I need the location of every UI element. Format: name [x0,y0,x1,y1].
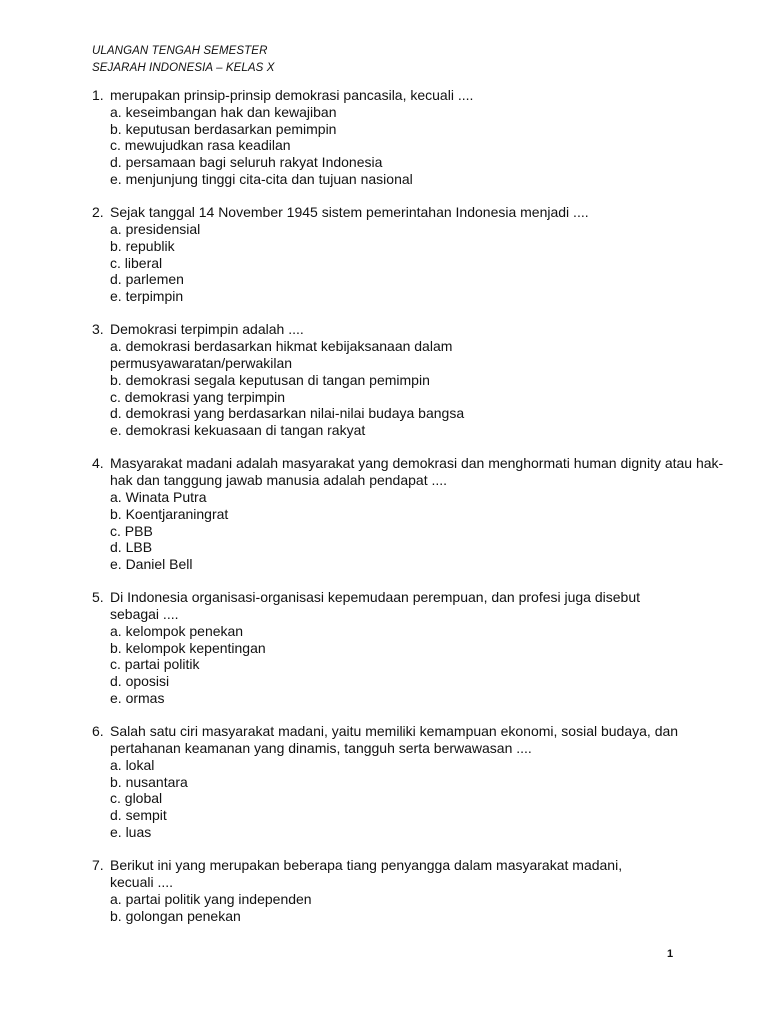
question-body [110,723,732,841]
option-e: e. Daniel Bell [110,556,193,573]
question-number: 1. [92,87,104,103]
page-number: 1 [667,948,674,960]
question-7 [92,857,732,924]
option-d: d. LBB [110,539,153,556]
question-number: 7. [92,857,104,874]
question-2 [92,204,732,305]
question-body [110,455,732,573]
option-a: a. Winata Putra [110,488,207,505]
option-d: d. persamaan bagi seluruh rakyat Indonesia [110,154,383,171]
option-a: a. lokal [110,756,155,773]
option-a: a. keseimbangan hak dan kewajiban [110,103,337,120]
option-e: e. menjunjung tinggi cita-cita dan tujuan nasional [110,170,413,187]
question-text: Berikut ini yang merupakan beberapa tiang penyangga dalam masyarakat madani, kecuali .... [110,857,623,891]
option-a: a. partai politik yang independen [110,890,312,907]
question-text: Demokrasi terpimpin adalah .... [110,321,304,338]
question-body [110,204,732,305]
document-header [92,43,275,77]
option-b: b. Koentjaraningrat [110,505,229,522]
question-text: merupakan prinsip-prinsip demokrasi pancasila, kecuali .... [110,87,474,103]
option-b: b. republik [110,237,175,254]
option-d: d. demokrasi yang berdasarkan nilai-nilai budaya bangsa [110,405,465,422]
header-line-subject: SEJARAH INDONESIA – KELAS X [92,62,275,74]
question-number: 4. [92,455,104,472]
option-e: e. terpimpin [110,288,184,305]
question-body [110,589,732,707]
option-b: b. kelompok kepentingan [110,639,266,656]
question-4 [92,455,732,573]
question-text: Salah satu ciri masyarakat madani, yaitu memiliki kemampuan ekonomi, sosial budaya, dan pertahanan keamanan yang dinamis, tangguh serta berwawasan .... [110,723,679,757]
question-text: Sejak tanggal 14 November 1945 sistem pemerintahan Indonesia menjadi .... [110,204,589,221]
header-line-exam: ULANGAN TENGAH SEMESTER [92,45,268,57]
question-number: 6. [92,723,104,740]
option-d: d. parlemen [110,271,184,288]
option-c: c. global [110,790,163,807]
option-c: c. liberal [110,254,163,271]
option-e: e. demokrasi kekuasaan di tangan rakyat [110,422,366,439]
question-number: 5. [92,589,104,606]
question-6 [92,723,732,841]
option-b: b. demokrasi segala keputusan di tangan pemimpin [110,371,430,388]
option-a: a. demokrasi berdasarkan hikmat kebijaksanaan dalam permusyawaratan/perwakilan [110,338,453,371]
option-a: a. kelompok penekan [110,622,244,639]
option-c: c. mewujudkan rasa keadilan [110,137,291,154]
question-5 [92,589,732,707]
option-c: c. partai politik [110,656,200,673]
option-e: e. luas [110,824,152,841]
question-3 [92,321,732,439]
question-1 [92,87,732,188]
question-number: 3. [92,321,104,338]
question-list [92,87,732,941]
question-body [110,857,732,924]
option-e: e. ormas [110,690,165,707]
option-d: d. oposisi [110,673,170,690]
option-b: b. golongan penekan [110,907,241,924]
question-text: Di Indonesia organisasi-organisasi kepemudaan perempuan, dan profesi juga disebut sebagai .... [110,589,641,623]
option-a: a. presidensial [110,220,201,237]
question-body [110,321,732,439]
question-number: 2. [92,204,104,221]
option-d: d. sempit [110,807,167,824]
question-body [110,87,732,188]
option-b: b. keputusan berdasarkan pemimpin [110,120,337,137]
option-c: c. PBB [110,522,153,539]
option-b: b. nusantara [110,773,188,790]
option-c: c. demokrasi yang terpimpin [110,388,286,405]
question-text: Masyarakat madani adalah masyarakat yang demokrasi dan menghormati human dignity atau hak-hak dan tanggung jawab manusia adalah pendapat .... [110,455,724,489]
